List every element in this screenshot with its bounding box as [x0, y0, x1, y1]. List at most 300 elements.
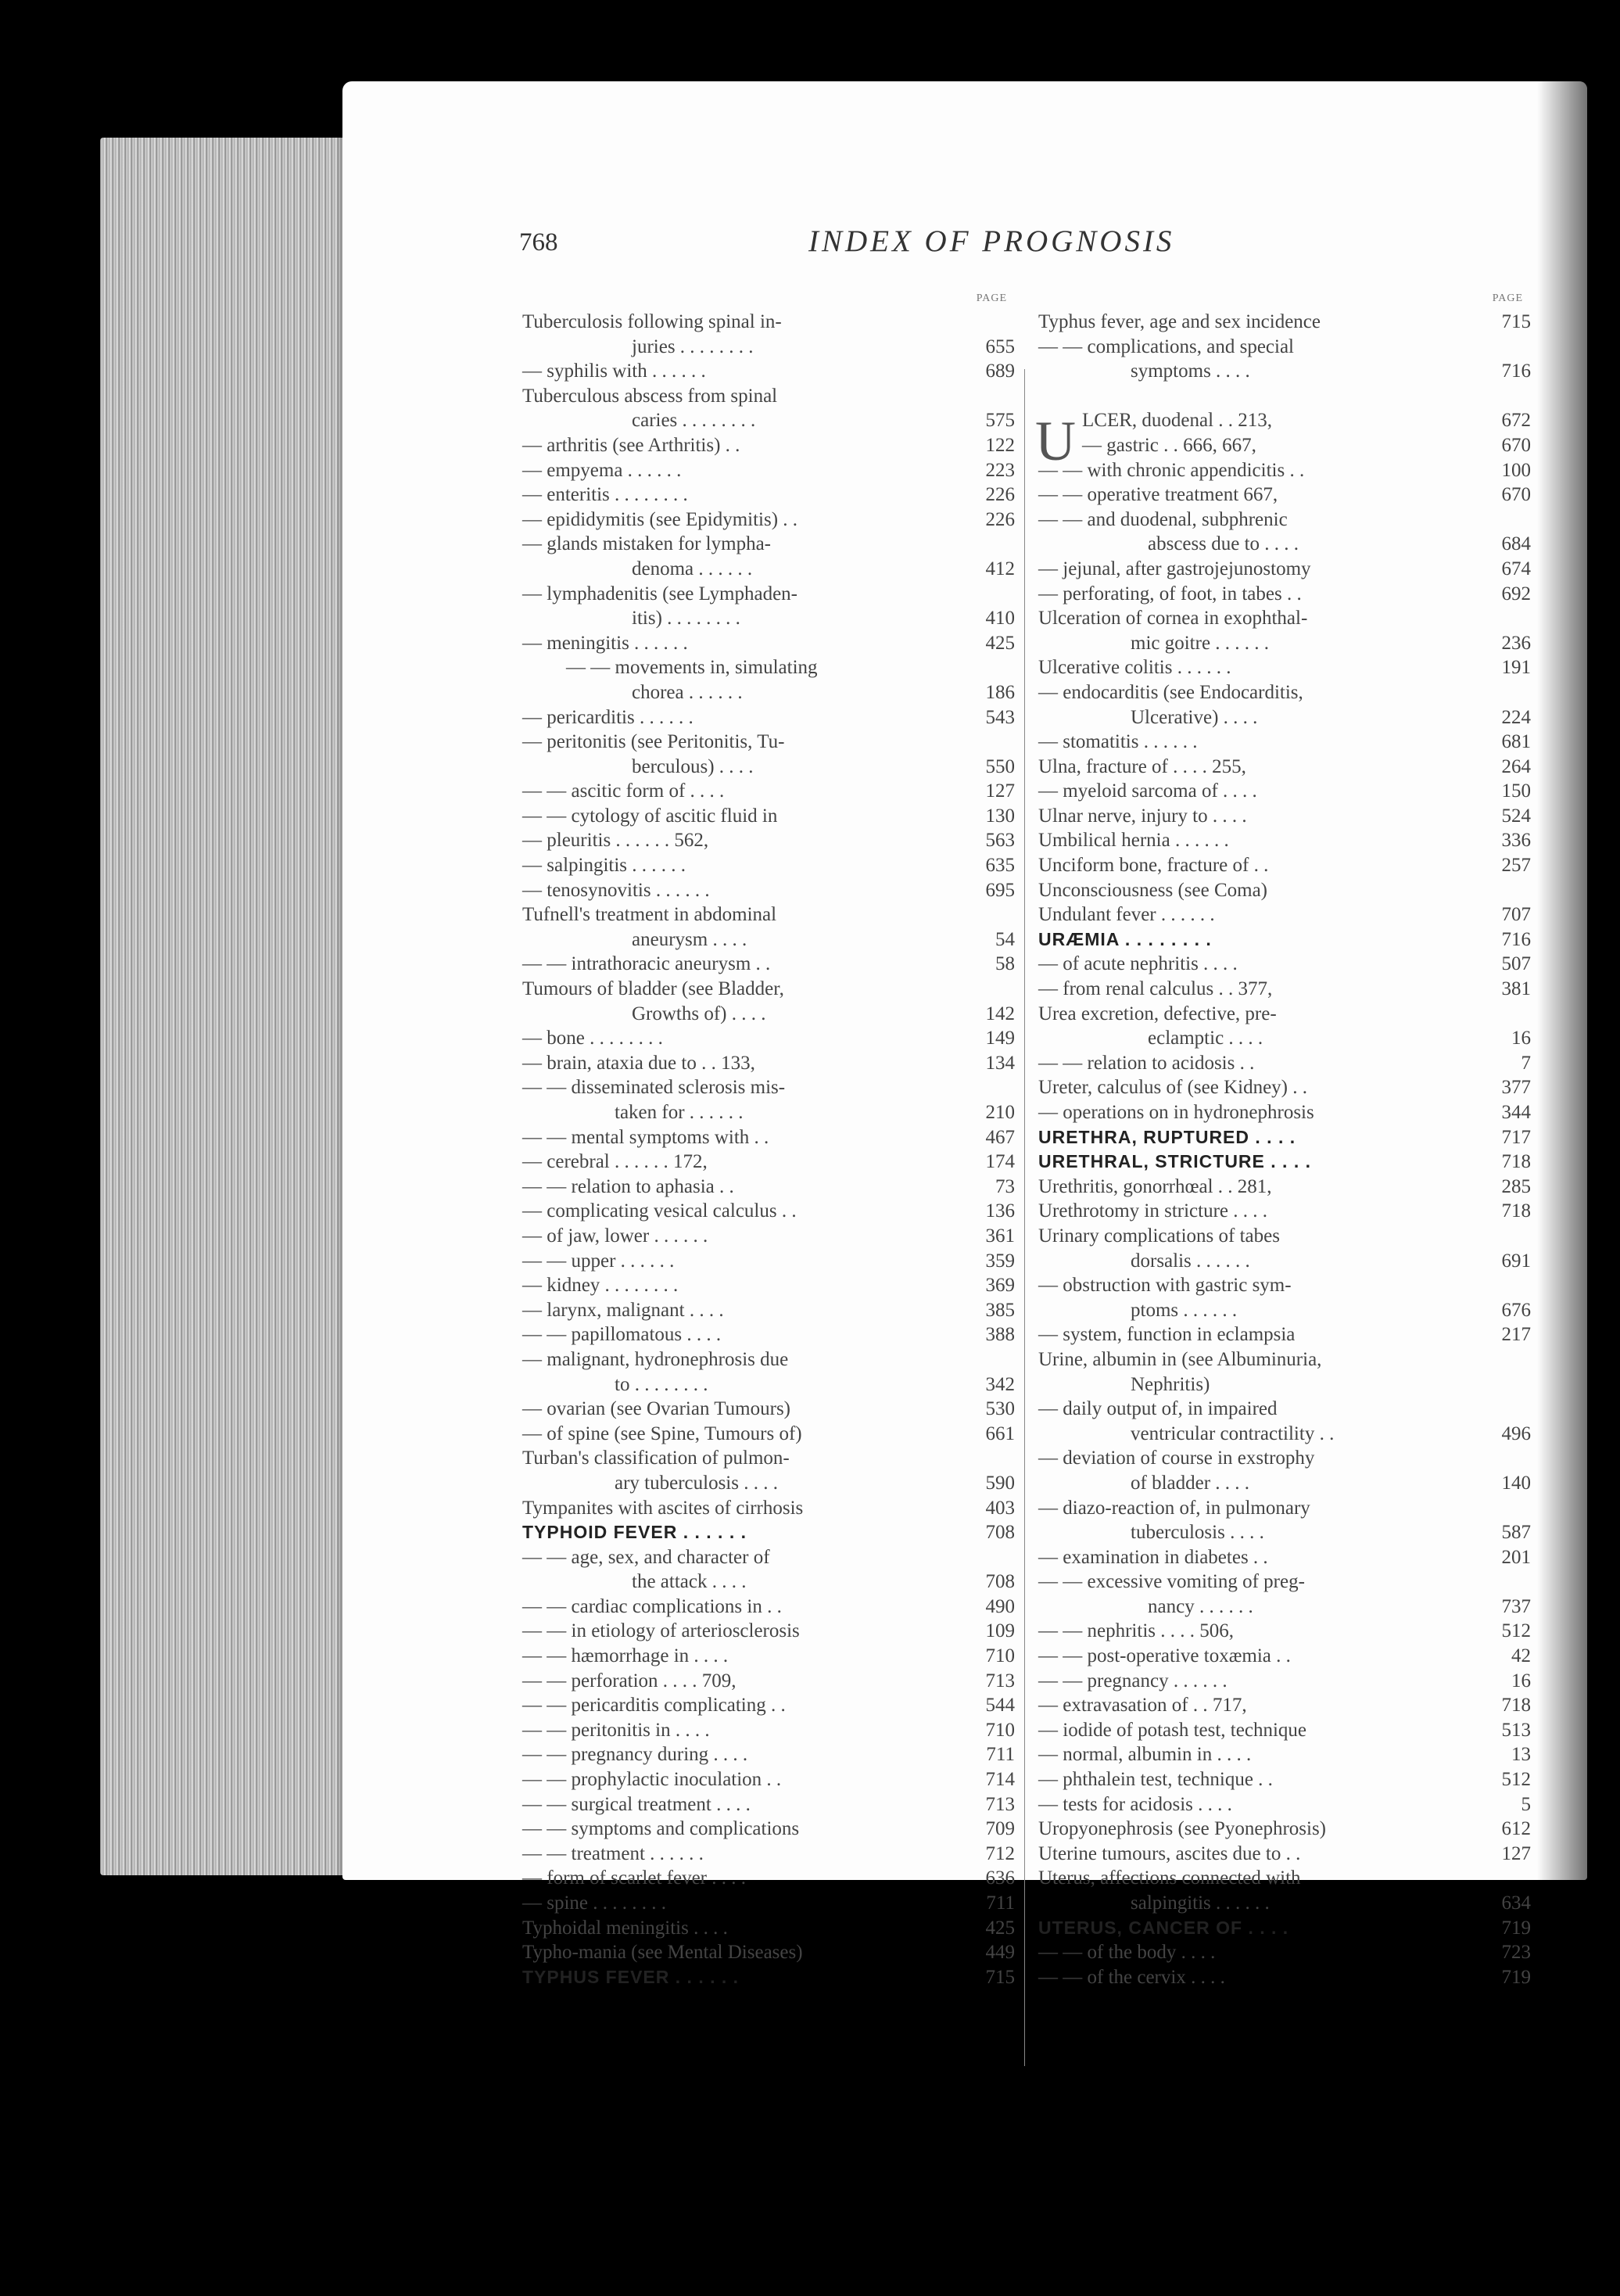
index-entry [522, 483, 1015, 508]
index-entry [522, 1322, 1015, 1347]
entry-text: the attack . . . . [632, 1571, 747, 1593]
entry-page-number: 109 [985, 1620, 1015, 1642]
entry-text: mic goitre . . . . . . [1131, 632, 1270, 654]
entry-text: tuberculosis . . . . [1131, 1522, 1264, 1544]
entry-text: URETHRA, RUPTURED . . . . [1038, 1126, 1296, 1147]
entry-page-number: 513 [1501, 1719, 1531, 1741]
entry-text: — syphilis with . . . . . . [522, 361, 706, 382]
index-entry [1038, 1422, 1531, 1447]
entry-text: berculous) . . . . [632, 755, 754, 777]
entry-text: eclamptic . . . . [1148, 1028, 1263, 1049]
index-entry [1038, 1298, 1531, 1323]
index-entry [522, 1718, 1015, 1743]
index-entry [522, 1026, 1015, 1051]
entry-page-number: 681 [1501, 731, 1531, 753]
entry-page-number: 224 [1501, 706, 1531, 728]
entry-text: — operations on in hydronephrosis [1038, 1102, 1314, 1123]
entry-page-number: 388 [985, 1324, 1015, 1346]
entry-page-number: 636 [985, 1867, 1015, 1889]
index-entry [522, 655, 1015, 680]
index-entry [522, 384, 1015, 409]
page-column-label: PAGE [976, 292, 1007, 304]
entry-text: dorsalis . . . . . . [1131, 1250, 1250, 1272]
index-entry [1038, 878, 1531, 903]
entry-page-number: 575 [985, 410, 1015, 432]
entry-text: salpingitis . . . . . . [1131, 1892, 1270, 1914]
entry-text: — pericarditis . . . . . . [522, 706, 694, 728]
entry-text: — — relation to aphasia . . [522, 1175, 734, 1197]
index-entry [1038, 483, 1531, 508]
index-entry [1038, 1866, 1531, 1891]
entry-page-number: 716 [1501, 928, 1531, 950]
entry-page-number: 550 [985, 755, 1015, 777]
entry-text: — — cytology of ascitic fluid in [522, 805, 778, 827]
entry-text: — — hæmorrhage in . . . . [522, 1645, 729, 1667]
entry-text: — — perforation . . . . 709, [522, 1670, 737, 1692]
entry-text: — — ascitic form of . . . . [522, 780, 725, 802]
entry-text: — — disseminated sclerosis mis- [522, 1077, 786, 1099]
entry-page-number: 512 [1501, 1769, 1531, 1791]
entry-text: — larynx, malignant . . . . [522, 1299, 724, 1321]
entry-text: denoma . . . . . . [632, 558, 753, 579]
index-entry [522, 433, 1015, 458]
entry-text: URÆMIA . . . . . . . . [1038, 928, 1212, 949]
entry-text: Uterus, affections connected with [1038, 1867, 1301, 1889]
page-number: 768 [519, 228, 558, 257]
entry-page-number: 718 [1501, 1200, 1531, 1222]
entry-page-number: 676 [1501, 1299, 1531, 1321]
index-entry [522, 1595, 1015, 1620]
index-entry [522, 1273, 1015, 1298]
entry-page-number: 5 [1521, 1793, 1531, 1815]
entry-page-number: 150 [1501, 780, 1531, 802]
index-entry [1038, 1644, 1531, 1669]
entry-text: Tympanites with ascites of cirrhosis [522, 1497, 804, 1519]
entry-page-number: 385 [985, 1299, 1015, 1321]
index-entry [522, 1669, 1015, 1694]
entry-page-number: 16 [1511, 1670, 1531, 1692]
index-entry [1038, 1372, 1531, 1397]
entry-text: — — papillomatous . . . . [522, 1324, 722, 1346]
entry-page-number: 719 [1501, 1966, 1531, 1988]
index-entry [1038, 1224, 1531, 1249]
entry-text: Urethritis, gonorrhœal . . 281, [1038, 1175, 1272, 1197]
index-entry [522, 1175, 1015, 1200]
entry-page-number: 336 [1501, 830, 1531, 852]
entry-text: chorea . . . . . . [632, 681, 743, 703]
entry-page-number: 73 [995, 1175, 1015, 1197]
entry-page-number: 201 [1501, 1546, 1531, 1568]
entry-text: — spine . . . . . . . . [522, 1892, 667, 1914]
entry-text: — peritonitis (see Peritonitis, Tu- [522, 731, 785, 753]
entry-text: Tuberculous abscess from spinal [522, 385, 778, 407]
index-entry [1038, 532, 1531, 557]
index-entry [1038, 508, 1531, 533]
index-entry [522, 1940, 1015, 1965]
index-entry [1038, 705, 1531, 730]
index-entry [522, 1496, 1015, 1521]
entry-page-number: 661 [985, 1422, 1015, 1444]
index-entry [522, 680, 1015, 705]
entry-text: abscess due to . . . . [1148, 533, 1299, 555]
entry-page-number: 54 [995, 928, 1015, 950]
entry-text: Ulceration of cornea in exophthal- [1038, 608, 1308, 630]
index-entry [1038, 1471, 1531, 1496]
entry-text: — — upper . . . . . . [522, 1250, 675, 1272]
index-entry [1038, 1817, 1531, 1842]
entry-text: ventricular contractility . . [1131, 1422, 1335, 1444]
index-entry [522, 828, 1015, 853]
index-entry [522, 1446, 1015, 1471]
entry-page-number: 134 [985, 1052, 1015, 1074]
entry-text: itis) . . . . . . . . [632, 608, 740, 630]
index-entry [1038, 1100, 1531, 1125]
index-entries-left [522, 310, 1015, 1989]
index-entry [1038, 1175, 1531, 1200]
entry-text: — — movements in, simulating [566, 657, 818, 679]
entry-text: aneurysm . . . . [632, 928, 747, 950]
entry-text: Ulcerative) . . . . [1131, 706, 1258, 728]
index-entry [522, 755, 1015, 780]
index-entry [1038, 977, 1531, 1002]
entry-page-number: 692 [1501, 583, 1531, 604]
index-entry [522, 853, 1015, 878]
index-entry [522, 705, 1015, 730]
index-entry [1038, 1347, 1531, 1372]
entry-text: — system, function in eclampsia [1038, 1324, 1296, 1346]
index-entry [522, 1249, 1015, 1274]
entry-text: — — in etiology of arteriosclerosis [522, 1620, 800, 1642]
index-entry [522, 1051, 1015, 1076]
index-entry [1038, 557, 1531, 582]
entry-text: — epididymitis (see Epidymitis) . . [522, 508, 798, 530]
entry-text: Typhus fever, age and sex incidence [1038, 311, 1321, 332]
entry-page-number: 130 [985, 805, 1015, 827]
entry-page-number: 344 [1501, 1102, 1531, 1123]
entry-page-number: 711 [986, 1744, 1015, 1766]
entry-text: — obstruction with gastric sym- [1038, 1275, 1292, 1297]
entry-text: — salpingitis . . . . . . [522, 855, 686, 877]
entry-text: UTERUS, CANCER OF . . . . [1038, 1917, 1289, 1938]
entry-text: — diazo-reaction of, in pulmonary [1038, 1497, 1310, 1519]
index-entry [522, 1199, 1015, 1224]
entry-page-number: 708 [985, 1571, 1015, 1593]
entry-page-number: 210 [985, 1102, 1015, 1123]
entry-page-number: 285 [1501, 1175, 1531, 1197]
entry-text: — of acute nephritis . . . . [1038, 953, 1238, 975]
index-entry [1038, 1767, 1531, 1792]
index-entry [522, 408, 1015, 433]
entry-text: Uropyonephrosis (see Pyonephrosis) [1038, 1818, 1327, 1840]
page-title: INDEX OF PROGNOSIS [808, 224, 1175, 258]
index-entry [522, 1644, 1015, 1669]
page-edges [100, 138, 347, 1875]
entry-page-number: 467 [985, 1126, 1015, 1148]
index-entry [522, 977, 1015, 1002]
index-entry [522, 310, 1015, 335]
index-entry [522, 1002, 1015, 1027]
entry-text: Ulnar nerve, injury to . . . . [1038, 805, 1247, 827]
page-curl-shadow [1537, 81, 1587, 1880]
entry-page-number: 715 [985, 1966, 1015, 1988]
entry-page-number: 13 [1511, 1744, 1531, 1766]
entry-page-number: 257 [1501, 855, 1531, 877]
entry-text: — myeloid sarcoma of . . . . [1038, 780, 1257, 802]
index-entry [1038, 1891, 1531, 1916]
entry-page-number: 587 [1501, 1522, 1531, 1544]
entry-page-number: 217 [1501, 1324, 1531, 1346]
index-entry [522, 927, 1015, 952]
index-entry [522, 878, 1015, 903]
entry-text: — pleuritis . . . . . . 562, [522, 830, 709, 852]
entry-text: — complicating vesical calculus . . [522, 1200, 797, 1222]
entry-text: — glands mistaken for lympha- [522, 533, 771, 555]
index-entry [522, 557, 1015, 582]
entry-page-number: 381 [1501, 978, 1531, 1000]
index-entry [522, 902, 1015, 927]
index-entry [1038, 927, 1531, 952]
entry-page-number: 707 [1501, 904, 1531, 926]
index-entry [1038, 1397, 1531, 1422]
entry-page-number: 672 [1501, 410, 1531, 432]
entry-text: Tumours of bladder (see Bladder, [522, 978, 784, 1000]
entry-page-number: 670 [1501, 484, 1531, 506]
index-entry [522, 730, 1015, 755]
index-entry [1038, 310, 1531, 335]
entry-page-number: 712 [985, 1842, 1015, 1864]
index-entry [1038, 582, 1531, 607]
entry-text: TYPHUS FEVER . . . . . . [522, 1966, 740, 1987]
entry-page-number: 58 [995, 953, 1015, 975]
page-column-label: PAGE [1492, 292, 1523, 304]
entry-text: — — and duodenal, subphrenic [1038, 508, 1288, 530]
entry-page-number: 490 [985, 1595, 1015, 1617]
entry-page-number: 42 [1511, 1645, 1531, 1667]
index-entry [522, 1347, 1015, 1372]
entry-text: to . . . . . . . . [615, 1373, 708, 1395]
index-entry [522, 1916, 1015, 1941]
entry-page-number: 174 [985, 1151, 1015, 1173]
index-entry [522, 1891, 1015, 1916]
index-entry [522, 1792, 1015, 1817]
entry-text: — — relation to acidosis . . [1038, 1052, 1255, 1074]
index-entry [522, 779, 1015, 804]
index-entry [522, 1520, 1015, 1545]
entry-page-number: 695 [985, 879, 1015, 901]
entry-text: symptoms . . . . [1131, 361, 1250, 382]
entry-page-number: 412 [985, 558, 1015, 579]
index-entry [522, 508, 1015, 533]
entry-page-number: 403 [985, 1497, 1015, 1519]
index-entry [1038, 631, 1531, 656]
index-entry [1038, 680, 1531, 705]
index-entry [1038, 433, 1531, 458]
index-entry [1038, 1496, 1531, 1521]
entry-text: Tufnell's treatment in abdominal [522, 904, 777, 926]
entry-page-number: 530 [985, 1398, 1015, 1420]
entry-page-number: 635 [985, 855, 1015, 877]
entry-text: — — complications, and special [1038, 335, 1295, 357]
entry-page-number: 16 [1511, 1028, 1531, 1049]
entry-text: — meningitis . . . . . . [522, 632, 688, 654]
entry-text: — — with chronic appendicitis . . [1038, 459, 1305, 481]
entry-page-number: 708 [985, 1522, 1015, 1544]
entry-text: Turban's classification of pulmon- [522, 1448, 790, 1469]
entry-text: — brain, ataxia due to . . 133, [522, 1052, 755, 1074]
entry-text: Urea excretion, defective, pre- [1038, 1003, 1277, 1024]
index-entry [1038, 1792, 1531, 1817]
entry-text: — jejunal, after gastrojejunostomy [1038, 558, 1311, 579]
entry-text: Ureter, calculus of (see Kidney) . . [1038, 1077, 1307, 1099]
entry-text: nancy . . . . . . [1148, 1595, 1253, 1617]
entry-text: Urethrotomy in stricture . . . . [1038, 1200, 1267, 1222]
index-entry [1038, 458, 1531, 483]
index-entry [522, 1742, 1015, 1767]
index-entry [1038, 1940, 1531, 1965]
entry-text: — phthalein test, technique . . [1038, 1769, 1273, 1791]
entry-text: — — intrathoracic aneurysm . . [522, 953, 771, 975]
entry-page-number: 149 [985, 1028, 1015, 1049]
entry-page-number: 136 [985, 1200, 1015, 1222]
entry-text: Growths of) . . . . [632, 1003, 766, 1024]
index-entry [1038, 804, 1531, 829]
entry-page-number: 691 [1501, 1250, 1531, 1272]
entry-text: — — symptoms and complications [522, 1818, 800, 1840]
entry-text: — extravasation of . . 717, [1038, 1695, 1247, 1717]
entry-text: Uterine tumours, ascites due to . . [1038, 1842, 1301, 1864]
index-entry [1038, 779, 1531, 804]
index-entry [1038, 1051, 1531, 1076]
entry-text: — — of the cervix . . . . [1038, 1966, 1225, 1988]
entry-page-number: 689 [985, 361, 1015, 382]
entry-text: — — of the body . . . . [1038, 1942, 1216, 1964]
index-entry [522, 631, 1015, 656]
index-entry [1038, 730, 1531, 755]
page-header [519, 224, 1504, 275]
index-entry [522, 1125, 1015, 1150]
entry-page-number: 713 [985, 1670, 1015, 1692]
entry-page-number: 737 [1501, 1595, 1531, 1617]
entry-text: of bladder . . . . [1131, 1472, 1250, 1494]
entry-page-number: 714 [985, 1769, 1015, 1791]
entry-text: ary tuberculosis . . . . [615, 1472, 778, 1494]
index-entry [522, 1866, 1015, 1891]
entry-text: Umbilical hernia . . . . . . [1038, 830, 1229, 852]
entry-text: — — treatment . . . . . . [522, 1842, 704, 1864]
index-entry [522, 582, 1015, 607]
entry-page-number: 655 [985, 335, 1015, 357]
entry-text: Ulcerative colitis . . . . . . [1038, 657, 1231, 679]
entry-text: Typho-mania (see Mental Diseases) [522, 1942, 803, 1964]
entry-text: — — operative treatment 667, [1038, 484, 1278, 506]
entry-text: — bone . . . . . . . . [522, 1028, 663, 1049]
entry-page-number: 369 [985, 1275, 1015, 1297]
entry-page-number: 524 [1501, 805, 1531, 827]
index-entry [522, 532, 1015, 557]
index-entry [522, 359, 1015, 384]
entry-page-number: 236 [1501, 632, 1531, 654]
entry-page-number: 142 [985, 1003, 1015, 1024]
entry-page-number: 100 [1501, 459, 1531, 481]
index-entry [1038, 853, 1531, 878]
entry-text: — — post-operative toxæmia . . [1038, 1645, 1291, 1667]
entry-text: — lymphadenitis (see Lymphaden- [522, 583, 798, 604]
entry-text: — ovarian (see Ovarian Tumours) [522, 1398, 790, 1420]
entry-text: ptoms . . . . . . [1131, 1299, 1238, 1321]
entry-text: Tuberculosis following spinal in- [522, 311, 782, 332]
entry-text: — — cardiac complications in . . [522, 1595, 782, 1617]
entry-text: — perforating, of foot, in tabes . . [1038, 583, 1302, 604]
entry-text: Unciform bone, fracture of . . [1038, 855, 1269, 877]
entry-text: — empyema . . . . . . [522, 459, 682, 481]
entry-text: — — pregnancy . . . . . . [1038, 1670, 1228, 1692]
index-entry [522, 1545, 1015, 1570]
entry-page-number: 512 [1501, 1620, 1531, 1642]
index-entry [1038, 1322, 1531, 1347]
index-entry [1038, 1742, 1531, 1767]
entry-text: — malignant, hydronephrosis due [522, 1348, 789, 1370]
entry-spacer [1038, 384, 1531, 409]
index-entry [1038, 1718, 1531, 1743]
entry-text: URETHRAL, STRICTURE . . . . [1038, 1151, 1311, 1172]
index-entry [1038, 1199, 1531, 1224]
column-divider [1024, 369, 1025, 2066]
entry-page-number: 563 [985, 830, 1015, 852]
entry-text: Typhoidal meningitis . . . . [522, 1917, 728, 1939]
entry-page-number: 710 [985, 1645, 1015, 1667]
index-entry [1038, 828, 1531, 853]
entry-text: TYPHOID FEVER . . . . . . [522, 1522, 747, 1543]
entry-page-number: 710 [985, 1719, 1015, 1741]
entry-text: — — peritonitis in . . . . [522, 1719, 710, 1741]
index-entry [522, 1397, 1015, 1422]
entry-text: Ulna, fracture of . . . . 255, [1038, 755, 1246, 777]
index-entry [522, 606, 1015, 631]
index-entry [1038, 1595, 1531, 1620]
index-entry [1038, 1842, 1531, 1867]
entry-page-number: 127 [985, 780, 1015, 802]
index-entry [522, 1100, 1015, 1125]
entry-text: — — pregnancy during . . . . [522, 1744, 748, 1766]
index-entry [522, 1817, 1015, 1842]
entry-page-number: 713 [985, 1793, 1015, 1815]
entry-page-number: 543 [985, 706, 1015, 728]
entry-text: — form of scarlet fever . . . . [522, 1867, 746, 1889]
index-entry [522, 804, 1015, 829]
entry-page-number: 718 [1501, 1695, 1531, 1717]
index-entry [1038, 606, 1531, 631]
entry-text: — — prophylactic inoculation . . [522, 1769, 782, 1791]
index-entry [522, 458, 1015, 483]
entry-text: — — pericarditis complicating . . [522, 1695, 786, 1717]
entry-page-number: 634 [1501, 1892, 1531, 1914]
entry-page-number: 191 [1501, 657, 1531, 679]
entry-text: LCER, duodenal . . 213, [1082, 410, 1273, 432]
index-entry [522, 1422, 1015, 1447]
entry-page-number: 410 [985, 608, 1015, 630]
entry-text: — normal, albumin in . . . . [1038, 1744, 1252, 1766]
entry-page-number: 226 [985, 508, 1015, 530]
entry-page-number: 507 [1501, 953, 1531, 975]
drop-cap-letter: U [1035, 410, 1076, 473]
index-entry [1038, 1125, 1531, 1150]
entry-text: — of spine (see Spine, Tumours of) [522, 1422, 802, 1444]
index-entry [522, 1075, 1015, 1100]
entry-page-number: 612 [1501, 1818, 1531, 1840]
index-entry [1038, 1669, 1531, 1694]
entry-page-number: 670 [1501, 434, 1531, 456]
index-entry [1038, 335, 1531, 360]
